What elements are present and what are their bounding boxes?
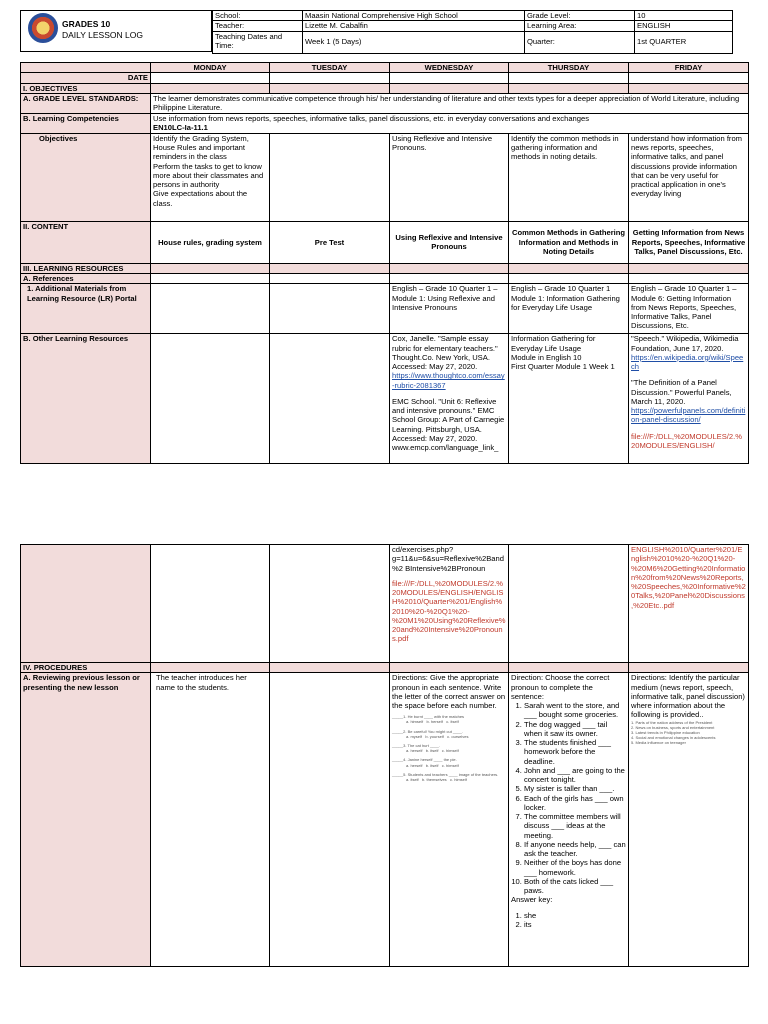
other-resources-row xyxy=(21,334,749,464)
other-resources-continued-row xyxy=(21,545,749,663)
fri-file-path-continued: ENGLISH%2010/Quarter%201/English%2010%20-%20Q1%20-%20M6%20Getting%20Information%20from%20News%20Reports,%20Speeches,%20Informative%20Talks,%20Panel%20Discussions,%20Etc..pdf xyxy=(629,545,749,663)
review-thursday xyxy=(509,673,629,967)
content-tuesday: Pre Test xyxy=(270,221,390,263)
content-monday: House rules, grading system xyxy=(151,221,270,263)
other-resources-thursday: Information Gathering for Everyday Life Usage Module in English 10 First Quarter Module 1 Week 1 xyxy=(509,334,629,464)
quarter-value: 1st QUARTER xyxy=(635,31,733,53)
title-line-1: GRADES 10 xyxy=(62,19,111,29)
answer-key-item: 1. she xyxy=(524,911,626,920)
area-value: ENGLISH xyxy=(635,21,733,31)
powerfulpanels-link[interactable]: https://powerfulpanels.com/definition-panel-discussion/ xyxy=(631,406,746,425)
content-heading: II. CONTENT xyxy=(21,221,151,263)
lesson-log-table-continued xyxy=(20,544,749,967)
lr-portal-friday: English – Grade 10 Quarter 1 – Module 6: Getting Information from News Reports, Speeches, Informative Talks, Panel Discussions, Etc. xyxy=(629,284,749,334)
wikipedia-link[interactable]: https://en.wikipedia.org/wiki/Speech xyxy=(631,352,744,371)
references-row xyxy=(21,274,749,284)
standards-row xyxy=(21,93,749,113)
resources-heading: III. LEARNING RESOURCES xyxy=(21,263,151,273)
lr-portal-row xyxy=(21,284,749,334)
day-thursday: THURSDAY xyxy=(509,63,629,73)
fri-reference-1: "Speech." Wikipedia, Wikimedia Foundation, June 17, 2020. xyxy=(631,334,739,353)
answer-key-item: 2. its xyxy=(524,920,626,929)
procedures-heading-row xyxy=(21,663,749,673)
fri-reference-2: "The Definition of a Panel Discussion." Powerful Panels, March 11, 2020. xyxy=(631,378,732,406)
teacher-value: Lizette M. Cabalfin xyxy=(303,21,525,31)
competencies-row xyxy=(21,113,749,133)
grade-label: Grade Level: xyxy=(525,11,635,21)
content-row xyxy=(21,221,749,263)
page-one xyxy=(0,0,768,480)
thu-question: 1. Sarah went to the store, and ___ bought some groceries. xyxy=(524,701,626,720)
lesson-log-table xyxy=(20,62,749,464)
objectives-monday: Identify the Grading System, House Rules and important reminders in the class Perform the tasks to get to know more about their classmates and persons in authority Give expectations about the class. xyxy=(151,133,270,221)
other-resources-wednesday-continued xyxy=(390,545,509,663)
school-label: School: xyxy=(213,11,303,21)
content-thursday: Common Methods in Gathering Information and Methods in Noting Details xyxy=(509,221,629,263)
thu-question: 7. The committee members will discuss ___ ideas at the meeting. xyxy=(524,812,626,840)
objectives-wednesday: Using Reflexive and Intensive Pronouns. xyxy=(390,133,509,221)
page-two xyxy=(0,540,768,1024)
document-title xyxy=(62,19,143,40)
school-value: Maasin National Comprehensive High School xyxy=(303,11,525,21)
thu-question: 9. Neither of the boys has done ___ homework. xyxy=(524,858,626,877)
review-lesson-label: A. Reviewing previous lesson or presenting the new lesson xyxy=(21,673,151,967)
header-info-table xyxy=(212,10,733,54)
other-resources-wednesday xyxy=(390,334,509,464)
wed-file-path: file:///F:/DLL,%20MODULES/2.%20MODULES/ENGLISH/ENGLISH%2010/Quarter%201/English%2010%20-%20Q1%20-%20M1%20Using%20Reflexive%20and%20Intensive%20Pronouns.pdf xyxy=(392,578,506,644)
fri-item: 2. News on business, sports and entertainment xyxy=(631,724,715,730)
review-monday: The teacher introduces her name to the students. xyxy=(151,673,270,967)
corner-cell xyxy=(21,63,151,73)
deped-seal-icon xyxy=(28,13,58,43)
lr-portal-thursday: English – Grade 10 Quarter 1 Module 1: Information Gathering for Everyday Life Usage xyxy=(509,284,629,334)
title-line-2: DAILY LESSON LOG xyxy=(62,29,143,40)
wed-reference-2: EMC School. "Unit 6: Reflexive and intensive pronouns." EMC School Group: A Part of Carnegie Learning. Pittsburgh, USA. Accessed: May 27, 2020. www.emcp.com/language_link_ xyxy=(392,396,505,452)
fri-item-list xyxy=(631,720,746,746)
fri-file-path: file:///F:/DLL,%20MODULES/2.%20MODULES/ENGLISH/ xyxy=(631,431,742,450)
thu-question: 10. Both of the cats licked ___ paws. xyxy=(524,877,626,896)
day-monday: MONDAY xyxy=(151,63,270,73)
objectives-friday: understand how information from news reports, speeches, informative talks, and panel discussions provide information that can be very useful for practical application in one's everyday living xyxy=(629,133,749,221)
thu-question: 8. If anyone needs help, ___ can ask the teacher. xyxy=(524,840,626,859)
answer-key-list xyxy=(524,911,626,930)
teacher-label: Teacher: xyxy=(213,21,303,31)
objectives-thursday: Identify the common methods in gathering information and methods in noting details. xyxy=(509,133,629,221)
thu-question: 3. The students finished ___ homework before the deadline. xyxy=(524,738,626,766)
objectives-heading-row xyxy=(21,83,749,93)
lr-portal-label: 1. Additional Materials from Learning Resource (LR) Portal xyxy=(21,284,151,334)
area-label: Learning Area: xyxy=(525,21,635,31)
grade-value: 10 xyxy=(635,11,733,21)
thu-question: 6. Each of the girls has ___ own locker. xyxy=(524,794,626,813)
objectives-row xyxy=(21,133,749,221)
standards-label: A. GRADE LEVEL STANDARDS: xyxy=(21,93,151,113)
days-row xyxy=(21,63,749,73)
other-resources-friday xyxy=(629,334,749,464)
day-tuesday: TUESDAY xyxy=(270,63,390,73)
competencies-label: B. Learning Competencies xyxy=(21,113,151,133)
content-wednesday: Using Reflexive and Intensive Pronouns xyxy=(390,221,509,263)
date-row xyxy=(21,73,749,83)
competency-code: EN10LC-Ia-11.1 xyxy=(153,123,208,132)
wed-exercise-url: cd/exercises.php?g=11&u=6&su=Reflexive%2Band%2 BIntensive%2BPronoun xyxy=(392,545,504,573)
day-friday: FRIDAY xyxy=(629,63,749,73)
fri-item: 3. Latest trends in Philippine education xyxy=(631,729,700,735)
review-wednesday xyxy=(390,673,509,967)
fri-item: 1. Parts of the nation address of the President xyxy=(631,719,713,725)
thu-question-list xyxy=(524,701,626,895)
fri-item: 5. Media influence on teenager xyxy=(631,740,686,746)
answer-key-label: Answer key: xyxy=(511,895,553,905)
procedures-heading: IV. PROCEDURES xyxy=(21,663,151,673)
review-friday xyxy=(629,673,749,967)
competencies-text xyxy=(151,113,749,133)
standards-text: The learner demonstrates communicative competence through his/ her understanding of literature and other texts types for a deeper appreciation of World Literature, including Philippine Literature. xyxy=(151,93,749,113)
thu-question: 4. John and ___ are going to the concert tonight. xyxy=(524,766,626,785)
dates-value: Week 1 (5 Days) xyxy=(303,31,525,53)
objectives-heading: I. OBJECTIVES xyxy=(21,83,151,93)
lr-portal-wednesday: English – Grade 10 Quarter 1 – Module 1: Using Reflexive and Intensive Pronouns xyxy=(390,284,509,334)
fri-item: 4. Social and emotional changes in adolescents xyxy=(631,735,716,741)
wed-worksheet-image: _____1. He burnt ____ with the matches a. himself b. herself c. itself _____2. Be careful! You might cut ____. a. myself b. yourself c. ourselves _____3. The cat hurt ____. a. herself b. itself c. himself _____4. Janine herself ____ the pie. a. herself b. itself c. himself _____5. Students and teachers ____ image of the teachers. a. itself b. themselves c. himself xyxy=(392,714,499,782)
thoughtco-link[interactable]: https://www.thoughtco.com/essay-rubric-2081367 xyxy=(392,371,505,390)
day-wednesday: WEDNESDAY xyxy=(390,63,509,73)
dates-label: Teaching Dates and Time: xyxy=(213,31,303,53)
wed-reference-1: Cox, Janelle. "Sample essay rubric for elementary teachers." Thought.Co. New York, USA. Accessed: May 27, 2020. xyxy=(392,334,498,371)
page-break xyxy=(0,480,768,540)
thu-question: 2. The dog wagged ___ tail when it saw its owner. xyxy=(524,720,626,739)
content-friday: Getting Information from News Reports, Speeches, Informative Talks, Panel Discussions, Etc. xyxy=(629,221,749,263)
resources-heading-row xyxy=(21,263,749,273)
thu-question: 5. My sister is taller than ___. xyxy=(524,784,626,793)
date-label: DATE xyxy=(21,73,151,83)
fri-directions: Directions: Identify the particular medium (news report, speech, informative talk, panel discussion) where information about the following is provided.. xyxy=(631,673,745,720)
competencies-description: Use information from news reports, speeches, informative talks, panel discussions, etc. in everyday conversations and exchanges xyxy=(153,113,590,123)
other-resources-label: B. Other Learning Resources xyxy=(21,334,151,464)
references-label: A. References xyxy=(21,274,151,284)
thu-directions: Direction: Choose the correct pronoun to complete the sentence: xyxy=(511,673,610,701)
objectives-label: Objectives xyxy=(21,133,151,221)
quarter-label: Quarter: xyxy=(525,31,635,53)
wed-directions: Directions: Give the appropriate pronoun in each sentence. Write the letter of the correct answer on the space before each number. xyxy=(392,673,506,710)
review-lesson-row xyxy=(21,673,749,967)
